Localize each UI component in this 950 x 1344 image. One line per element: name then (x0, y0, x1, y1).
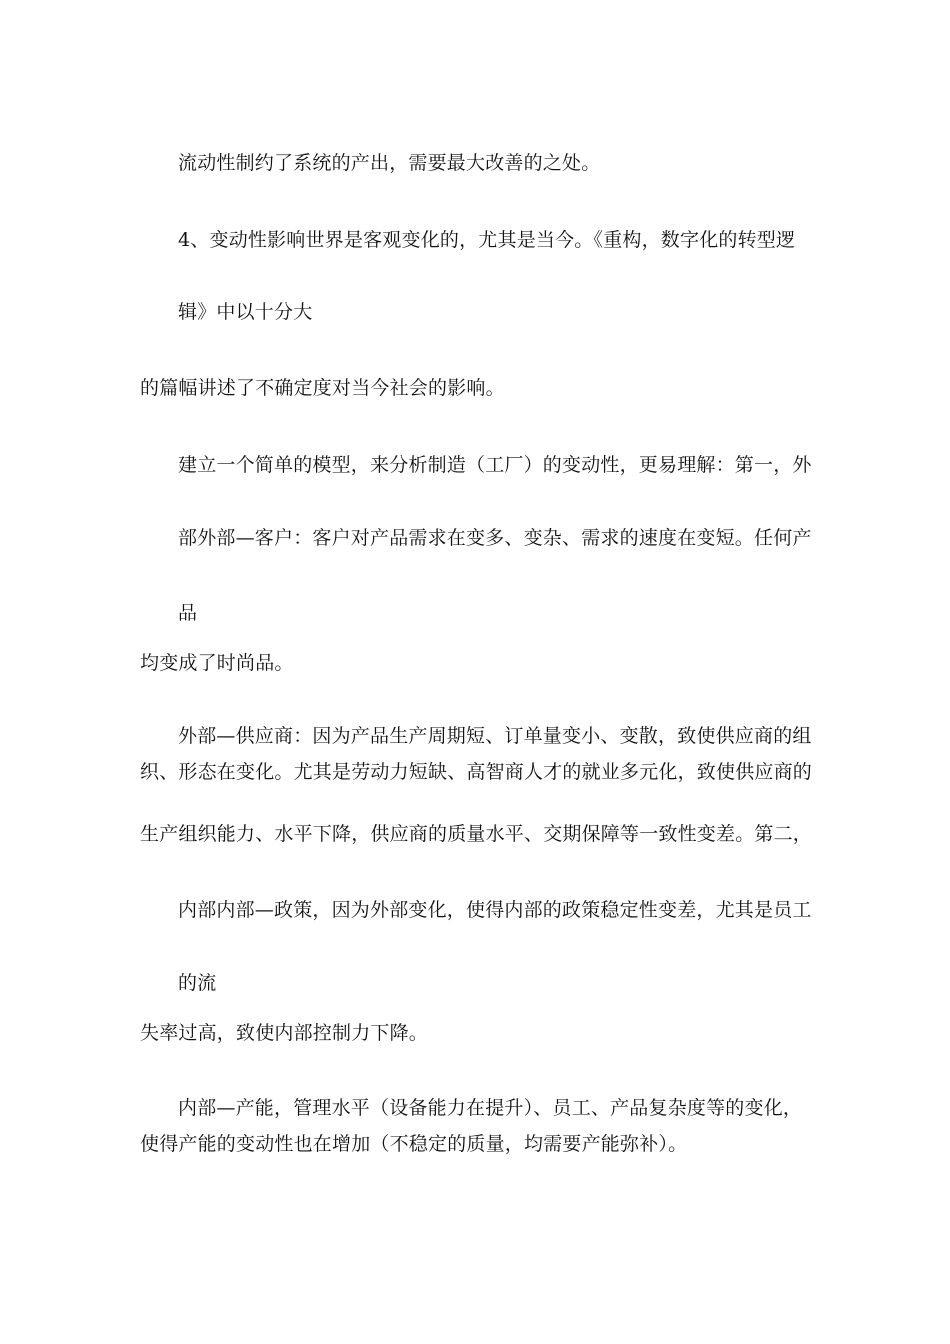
text-line-10: 织、形态在变化。尤其是劳动力短缺、高智商人才的就业多元化，致使供应商的 (140, 761, 813, 783)
text-line-14: 失率过高，致使内部控制力下降。 (140, 1022, 429, 1044)
text-line-6: 部外部—客户：客户对产品需求在变多、变杂、需求的速度在变短。任何产 (178, 527, 812, 549)
text-line-9: 外部—供应商：因为产品生产周期短、订单量变小、变散，致使供应商的组 (178, 725, 812, 747)
text-line-11: 生产组织能力、水平下降，供应商的质量水平、交期保障等一致性变差。第二， (140, 823, 813, 845)
text-line-4: 的篇幅讲述了不确定度对当今社会的影响。 (140, 377, 505, 399)
text-line-5: 建立一个简单的模型，来分析制造（工厂）的变动性，更易理解：第一，外 (178, 454, 812, 476)
text-line-3: 辑》中以十分大 (178, 301, 313, 323)
text-line-15: 内部—产能，管理水平（设备能力在提升）、员工、产品复杂度等的变化， (178, 1097, 803, 1119)
text-line-1: 流动性制约了系统的产出，需要最大改善的之处。 (178, 152, 601, 174)
text-line-2: 4、变动性影响世界是客观变化的，尤其是当今。《重构，数字化的转型逻 (178, 229, 796, 251)
text-line-12: 内部内部—政策，因为外部变化，使得内部的政策稳定性变差，尤其是员工 (178, 899, 812, 921)
text-line-7: 品 (178, 602, 198, 624)
text-line-16: 使得产能的变动性也在增加（不稳定的质量，均需要产能弥补）。 (140, 1133, 688, 1155)
text-line-13: 的流 (178, 972, 217, 994)
text-line-8: 均变成了时尚品。 (140, 652, 294, 674)
